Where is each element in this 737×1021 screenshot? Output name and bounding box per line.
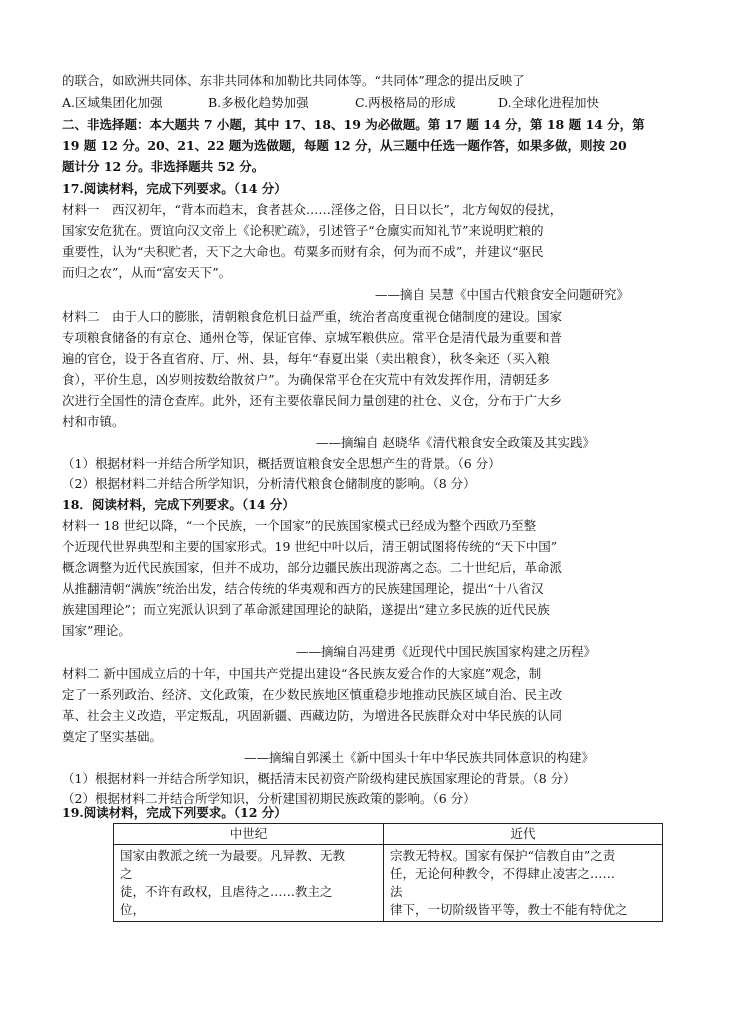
table-cell-line: 之 xyxy=(120,866,133,881)
table-cell-line: 律下，一切阶级皆平等，教士不能有特优之 xyxy=(390,902,628,917)
q17-material2-line: 村和市镇。 xyxy=(62,414,125,429)
q16-option-d: D.全球化进程加快 xyxy=(498,95,600,110)
q18-material2-line: 材料二 新中国成立后的十年，中国共产党提出建设“各民族友爱合作的大家庭”观念，制 xyxy=(62,666,542,681)
q17-material1-line: 重要性，认为“夫积贮者，天下之大命也。苟粟多而财有余，何为而不成”，并建议“驱民 xyxy=(62,244,544,259)
table-cell-line: 国家由教派之统一为最要。凡异教、无教 xyxy=(120,848,346,863)
q17-material2-line: 遍的官仓，设于各直省府、厅、州、县，每年“春夏出粜（卖出粮食），秋冬籴还（买入粮 xyxy=(62,351,550,366)
q17-material1-line: 而归之农”，从而“富安天下”。 xyxy=(62,265,232,280)
q18-subquestion-2: （2）根据材料二并结合所学知识，分析建国初期民族政策的影响。（6 分） xyxy=(62,791,476,806)
q18-subquestion-1: （1）根据材料一并结合所学知识，概括清末民初资产阶级构建民族国家理论的背景。（8 分） xyxy=(62,771,576,786)
table-cell-line: 位， xyxy=(120,902,146,917)
table-cell-line: 宗教无特权。国家有保护“信教自由”之责 xyxy=(390,848,616,863)
q17-source2: ——摘编自 赵晓华《清代粮食安全政策及其实践》 xyxy=(316,435,595,450)
q17-subquestion-1: （1）根据材料一并结合所学知识，概括贾谊粮食安全思想产生的背景。（6 分） xyxy=(62,456,501,471)
table-cell-line: 法 xyxy=(390,884,403,899)
q17-material1-line: 国家安危犹在。贾谊向汉文帝上《论积贮疏》，引述管子“仓廪实而知礼节”来说明贮粮的 xyxy=(62,223,544,238)
q17-material2-line: 材料二 由于人口的膨胀，清朝粮食危机日益严重，统治者高度重视仓储制度的建设。国家 xyxy=(62,309,563,324)
q17-material2-line: 专项粮食储备的有京仓、通州仓等，保证官俸、京城军粮供应。常平仓是清代最为重要和普 xyxy=(62,330,563,345)
q18-material2-line: 奠定了坚实基础。 xyxy=(62,729,163,744)
q18-material1-line: 材料一 18 世纪以降，“一个民族，一个国家”的民族国家模式已经成为整个西欧乃至整 xyxy=(62,518,537,533)
q18-material1-line: 概念调整为近代民族国家，但并不成功，部分边疆民族出现游离之态。二十世纪后，革命派 xyxy=(62,560,563,575)
q18-source1: ——摘编自冯建勇《近现代中国民族国家构建之历程》 xyxy=(296,644,597,659)
q18-material2-line: 定了一系列政治、经济、文化政策，在少数民族地区慎重稳步地推动民族区域自治、民主改 xyxy=(62,687,563,702)
table-cell-modern xyxy=(384,845,663,922)
q17-title: 17.阅读材料，完成下列要求。（14 分） xyxy=(62,181,287,196)
table-header-medieval: 中世纪 xyxy=(114,824,384,845)
table-header-modern: 近代 xyxy=(384,824,663,845)
section2-line3: 题计分 12 分。非选择题共 52 分。 xyxy=(62,159,265,174)
section2-line2: 19 题 12 分。20、21、22 题为选做题，每题 12 分，从三题中任选一题作答，如果多做，则按 20 xyxy=(62,138,627,153)
table-cell-line: 徒，不许有政权，且虐待之……教主之 xyxy=(120,884,333,899)
section2-line1: 二、非选择题：本大题共 7 小题，其中 17、18、19 为必做题。第 17 题 14 分，第 18 题 14 分，第 xyxy=(62,117,645,132)
q17-material2-line: 次进行全国性的清仓查库。此外，还有主要依靠民间力量创建的社仓、义仓，分布于广大乡 xyxy=(62,393,563,408)
q18-material1-line: 国家”理论。 xyxy=(62,623,131,638)
q16-option-a: A.区域集团化加强 xyxy=(62,95,163,110)
q17-source1: ——摘自 吴慧《中国古代粮食安全问题研究》 xyxy=(375,287,629,302)
q17-material2-line: 食），平价生息，凶岁则按数给散贫户”。为确保常平仓在灾荒中有效发挥作用，清朝廷多 xyxy=(62,372,550,387)
q18-source2: ——摘编自郭溪土《新中国头十年中华民族共同体意识的构建》 xyxy=(244,750,595,765)
q19-title: 19.阅读材料，完成下列要求。（12 分） xyxy=(62,805,287,820)
q18-material1-line: 个近现代世界典型和主要的国家形式。19 世纪中叶以后，清王朝试图将传统的“天下中国” xyxy=(62,539,558,554)
q18-material2-line: 革、社会主义改造，平定叛乱，巩固新疆、西藏边防，为增进各民族群众对中华民族的认同 xyxy=(62,708,563,723)
q16-option-b: B.多极化趋势加强 xyxy=(208,95,309,110)
q18-material1-line: 族建国理论”；而立宪派认识到了革命派建国理论的缺陷，遂提出“建立多民族的近代民族 xyxy=(62,602,550,617)
table-cell-line: 任，无论何种教令，不得肆止凌害之…… xyxy=(390,866,616,881)
q18-material1-line: 从推翻清朝“满族”统治出发，结合传统的华夷观和西方的民族建国理论，提出“十八省汉 xyxy=(62,581,544,596)
q16-stem-tail: 的联合，如欧洲共同体、东非共同体和加勒比共同体等。“共同体”理念的提出反映了 xyxy=(62,73,525,88)
q16-option-c: C.两极格局的形成 xyxy=(355,95,456,110)
table-cell-medieval xyxy=(114,845,384,922)
q17-material1-line: 材料一 西汉初年，“背本而趋末，食者甚众……淫侈之俗，日日以长”，北方匈奴的侵扰， xyxy=(62,202,563,217)
q17-subquestion-2: （2）根据材料二并结合所学知识，分析清代粮食仓储制度的影响。（8 分） xyxy=(62,476,476,491)
q18-title: 18．阅读材料，完成下列要求。（14 分） xyxy=(62,497,295,512)
q19-comparison-table xyxy=(113,823,663,922)
